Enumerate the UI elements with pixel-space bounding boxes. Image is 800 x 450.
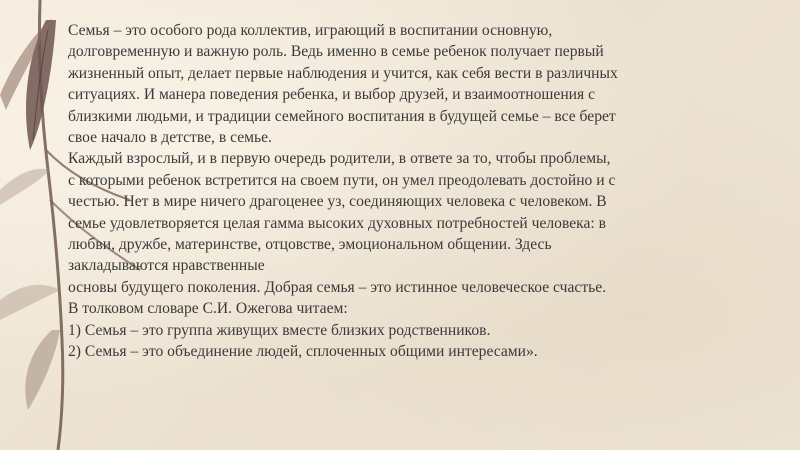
main-text-block bbox=[68, 20, 783, 363]
text-line: закладываются нравственные bbox=[68, 257, 265, 275]
text-line: свое начало в детстве, в семье. bbox=[68, 129, 272, 147]
text-line: 2) Семья – это объединение людей, сплоченных общими интересами». bbox=[68, 343, 538, 361]
text-line: Семья – это особого рода коллектив, играющий в воспитании основную, bbox=[68, 22, 553, 39]
text-line: ситуациях. И манера поведения ребенка, и выбор друзей, и взаимоотношения с bbox=[68, 86, 595, 104]
text-line: долговременную и важную роль. Ведь именно в семье ребенок получает первый bbox=[68, 43, 604, 61]
text-line: с которыми ребенок встретится на своем пути, он умел преодолевать достойно и с bbox=[68, 171, 616, 189]
text-line: честью. Нет в мире ничего драгоценее уз, соединяющих человека с человеком. В bbox=[68, 193, 607, 211]
text-line: Каждый взрослый, и в первую очередь родители, в ответе за то, чтобы проблемы, bbox=[68, 150, 611, 168]
text-line: семье удовлетворяется целая гамма высоких духовных потребностей человека: в bbox=[68, 214, 606, 232]
text-line: основы будущего поколения. Добрая семья – это истинное человеческое счастье. bbox=[68, 278, 607, 296]
text-line: жизненный опыт, делает первые наблюдения и учится, как себя вести в различных bbox=[68, 64, 618, 82]
text-line: В толковом словаре С.И. Ожегова читаем: bbox=[68, 300, 348, 318]
text-line: близкими людьми, и традиции семейного воспитания в будущей семье – все берет bbox=[68, 107, 616, 125]
text-line: 1) Семья – это группа живущих вместе близких родственников. bbox=[68, 321, 491, 339]
text-line: любви, дружбе, материнстве, отцовстве, эмоциональном общении. Здесь bbox=[68, 236, 552, 254]
